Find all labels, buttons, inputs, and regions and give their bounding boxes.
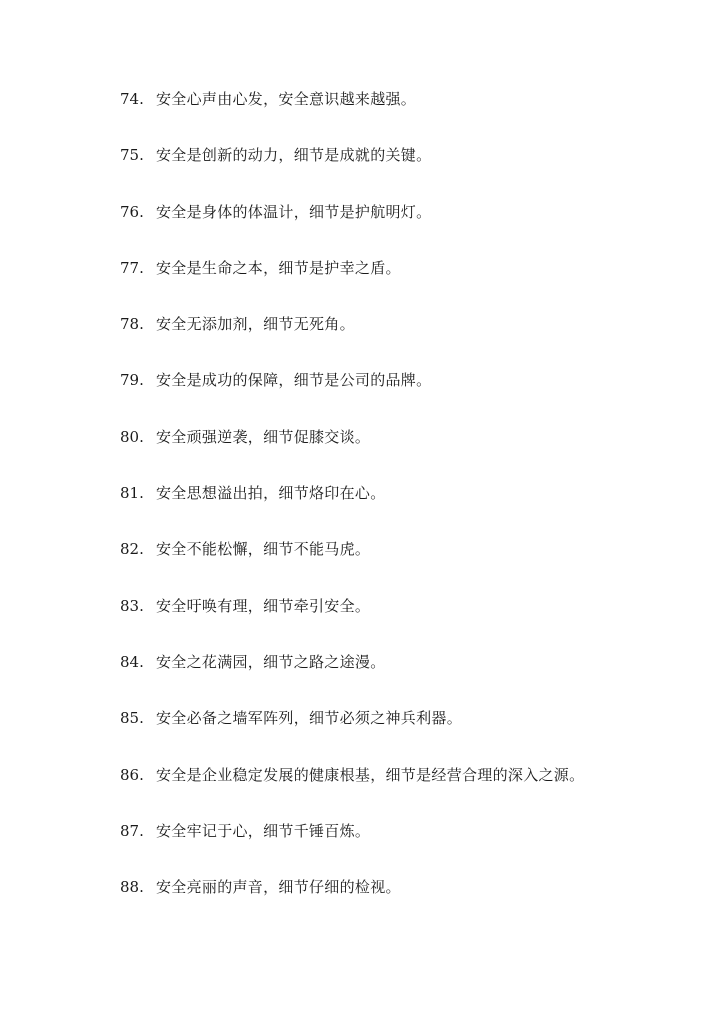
item-number: 74. (120, 90, 144, 108)
list-item (120, 311, 584, 367)
item-number: 84. (120, 652, 144, 671)
list-item (120, 86, 584, 142)
item-number: 86. (120, 765, 144, 784)
list-item (120, 593, 584, 649)
item-text: 安全是身体的体温计，细节是护航明灯。 (156, 202, 432, 221)
item-number: 85. (120, 709, 144, 728)
item-text: 安全顽强逆袭，细节促膝交谈。 (156, 427, 371, 446)
item-number: 82. (120, 540, 144, 559)
item-text: 安全之花满园，细节之路之途漫。 (156, 652, 386, 671)
item-number: 77. (120, 258, 144, 277)
item-text: 安全思想溢出拍，细节烙印在心。 (156, 484, 386, 503)
list-item (120, 367, 584, 423)
list-item (120, 199, 584, 255)
item-number: 81. (120, 484, 144, 503)
item-text: 安全牢记于心，细节千锤百炼。 (156, 821, 371, 840)
item-number: 75. (120, 146, 144, 165)
list-item (120, 705, 584, 761)
list-item (120, 874, 584, 930)
list-item (120, 536, 584, 592)
item-number: 79. (120, 371, 144, 390)
item-number: 78. (120, 315, 144, 334)
list-item (120, 649, 584, 705)
item-text: 安全是创新的动力，细节是成就的关键。 (156, 146, 432, 165)
item-number: 87. (120, 821, 144, 840)
item-text: 安全心声由心发，安全意识越来越强。 (156, 90, 417, 108)
item-text: 安全是成功的保障，细节是公司的品牌。 (156, 371, 432, 390)
item-text: 安全必备之墙军阵列，细节必须之神兵利器。 (156, 709, 463, 728)
item-number: 88. (120, 878, 144, 897)
list-item (120, 818, 584, 874)
item-text: 安全不能松懈，细节不能马虎。 (156, 540, 371, 559)
list-item (120, 255, 584, 311)
list-item (120, 762, 584, 818)
item-text: 安全是企业稳定发展的健康根基，细节是经营合理的深入之源。 (156, 765, 585, 784)
list-item (120, 424, 584, 480)
list-item (120, 142, 584, 198)
item-text: 安全亮丽的声音，细节仔细的检视。 (156, 878, 401, 897)
slogan-list (120, 86, 584, 930)
item-text: 安全是生命之本，细节是护幸之盾。 (156, 258, 401, 277)
item-number: 83. (120, 596, 144, 615)
item-text: 安全无添加剂，细节无死角。 (156, 315, 355, 334)
item-text: 安全吁唤有理，细节牵引安全。 (156, 596, 371, 615)
item-number: 76. (120, 202, 144, 221)
list-item (120, 480, 584, 536)
item-number: 80. (120, 427, 144, 446)
